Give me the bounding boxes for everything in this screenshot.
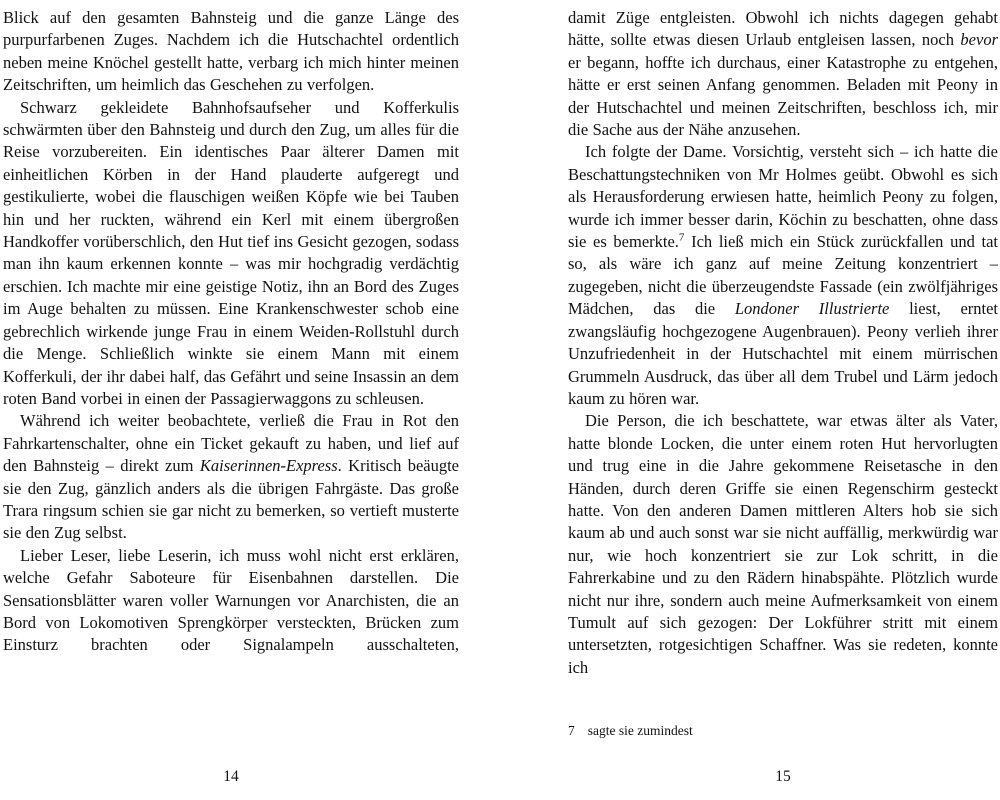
page-left-text bbox=[3, 7, 459, 657]
paragraph bbox=[3, 410, 459, 544]
page-left bbox=[3, 7, 459, 800]
text-run: Blick auf den gesamten Bahnsteig und die ganze Länge des purpurfarbenen Zuges. Nachdem ich die Hutschachtel ordentlich neben meine Knöchel gestellt hatte, verbarg ich mich hinter meinen Zeitschriften, um heimlich das Geschehen zu verfolgen. bbox=[3, 8, 459, 95]
paragraph bbox=[568, 7, 998, 141]
text-run: er begann, hoffte ich durchaus, einer Katastrophe zu entgehen, hätte er erst seinen Anfang genommen. Beladen mit Peony in der Hutschachtel und meinen Zeitschriften, beschloss ich, mir die Sache aus der Nähe anzusehen. bbox=[568, 52, 998, 140]
italic-text-run: Kaiserinnen-Express bbox=[199, 456, 338, 476]
text-run: . Kritisch beäugte sie den Zug, gänzlich anders als die übrigen Fahrgäste. Das große Trara ringsum schien sie gar nicht zu bemerken, so vertieft musterte sie den Zug selbst. bbox=[3, 456, 459, 543]
text-run: Ich folgte der Dame. Vorsichtig, versteht sich – ich hatte die Beschattungstechniken von Mr Holmes geübt. Obwohl es sich als Herausforderung erwiesen hatte, heimlich Peony zu folgen, wurde ich immer besser darin, Köchin zu beschatten, ohne dass sie es bemerkte. bbox=[568, 142, 998, 252]
paragraph bbox=[568, 141, 998, 410]
footnote bbox=[568, 722, 693, 740]
paragraph bbox=[568, 410, 998, 679]
text-run: Während ich weiter beobachtete, verließ die Frau in Rot den Fahrkartenschalter, ohne ein Ticket gekauft zu haben, und lief auf den Bahnsteig – direkt zum bbox=[3, 411, 459, 476]
italic-text-run: Londoner Illustrierte bbox=[734, 299, 890, 319]
text-run: Schwarz gekleidete Bahnhofsaufseher und Kofferkulis schwärmten über den Bahnsteig und durch den Zug, um alles für die Reise vorzubereiten. Ein identisches Paar älterer Damen mit einheitlichen Körben in der Hand plauderte aufgeregt und gestikulierte, wobei die flauschigen weißen Köpfe wie bei Tauben hin und her ruckten, während ein Kerl mit einem übergroßen Handkoffer vorüberschlich, den Hut tief ins Gesicht gezogen, sodass man ihn kaum erkennen konnte – was mir hochgradig verdächtig erschien. Ich machte mir eine geistige Notiz, ihn an Bord des Zuges im Auge behalten zu müssen. Eine Krankenschwester schob eine gebrechlich wirkende junge Frau in einem Weiden-Rollstuhl durch die Menge. Schließlich winkte sie einem Mann mit einem Kofferkuli, der ihr dabei half, das Gefährt und seine Insassin an dem roten Band vorbei in einen der Passagierwaggons zu schleusen. bbox=[3, 97, 459, 408]
text-run: Die Person, die ich beschattete, war etwas älter als Vater, hatte blonde Locken, die unter einem roten Hut hervorlugten und trug eine in die Jahre gekommene Reisetasche in den Händen, durch deren Griffe sie einen Regenschirm gesteckt hatte. Von den anderen Damen mittleren Alters hob sie sich kaum ab und auch sonst war sie nicht auffällig, merkwürdig war nur, wie hoch konzentriert sie zur Lok schritt, in die Fahrerkabine und zu den Rädern hinabspähte. Plötzlich wurde nicht nur ihre, sondern auch meine Aufmerksamkeit von einem Tumult auf sich gezogen: Der Lokführer stritt mit einem untersetzten, rotgesichtigen Schaffner. Was sie redeten, konnte ich bbox=[568, 411, 998, 677]
footnote-reference: 7 bbox=[678, 231, 685, 244]
footnote-number: 7 bbox=[568, 723, 575, 738]
text-run: Lieber Leser, liebe Leserin, ich muss wohl nicht erst erklären, welche Gefahr Saboteure für Eisenbahnen darstellen. Die Sensationsblätter waren voller Warnungen vor Anarchisten, die an Bord von Lokomotiven Sprengkörper versteckten, Brücken zum Einsturz brachten oder Signalampeln ausschalteten, bbox=[3, 545, 459, 655]
text-run: damit Züge entgleisten. Obwohl ich nichts dagegen gehabt hätte, sollte etwas diesen Urlaub entgleisen lassen, noch bbox=[568, 8, 998, 50]
footnote-text: sagte sie zumindest bbox=[587, 723, 693, 738]
italic-text-run: bevor bbox=[960, 30, 998, 50]
page-right-text bbox=[568, 7, 998, 679]
paragraph bbox=[3, 7, 459, 97]
text-run: liest, erntet zwangsläufig hochgezogene Augenbrauen). Peony verlieh ihrer Unzufriedenheit in der Hutschachtel mit einem mürrischen Grummeln Ausdruck, das über all dem Trubel und Lärm jedoch kaum zu hören war. bbox=[568, 299, 999, 408]
text-run: Ich ließ mich ein Stück zurückfallen und tat so, als wäre ich ganz auf meine Zeitung konzentriert – zugegeben, nicht die überzeugendste Fassade (ein zwölfjähriges Mädchen, das die bbox=[568, 232, 998, 319]
paragraph bbox=[3, 545, 459, 657]
page-right bbox=[568, 7, 998, 800]
paragraph bbox=[3, 97, 459, 411]
page-right-number: 15 bbox=[775, 768, 791, 785]
page-left-number: 14 bbox=[223, 768, 239, 785]
